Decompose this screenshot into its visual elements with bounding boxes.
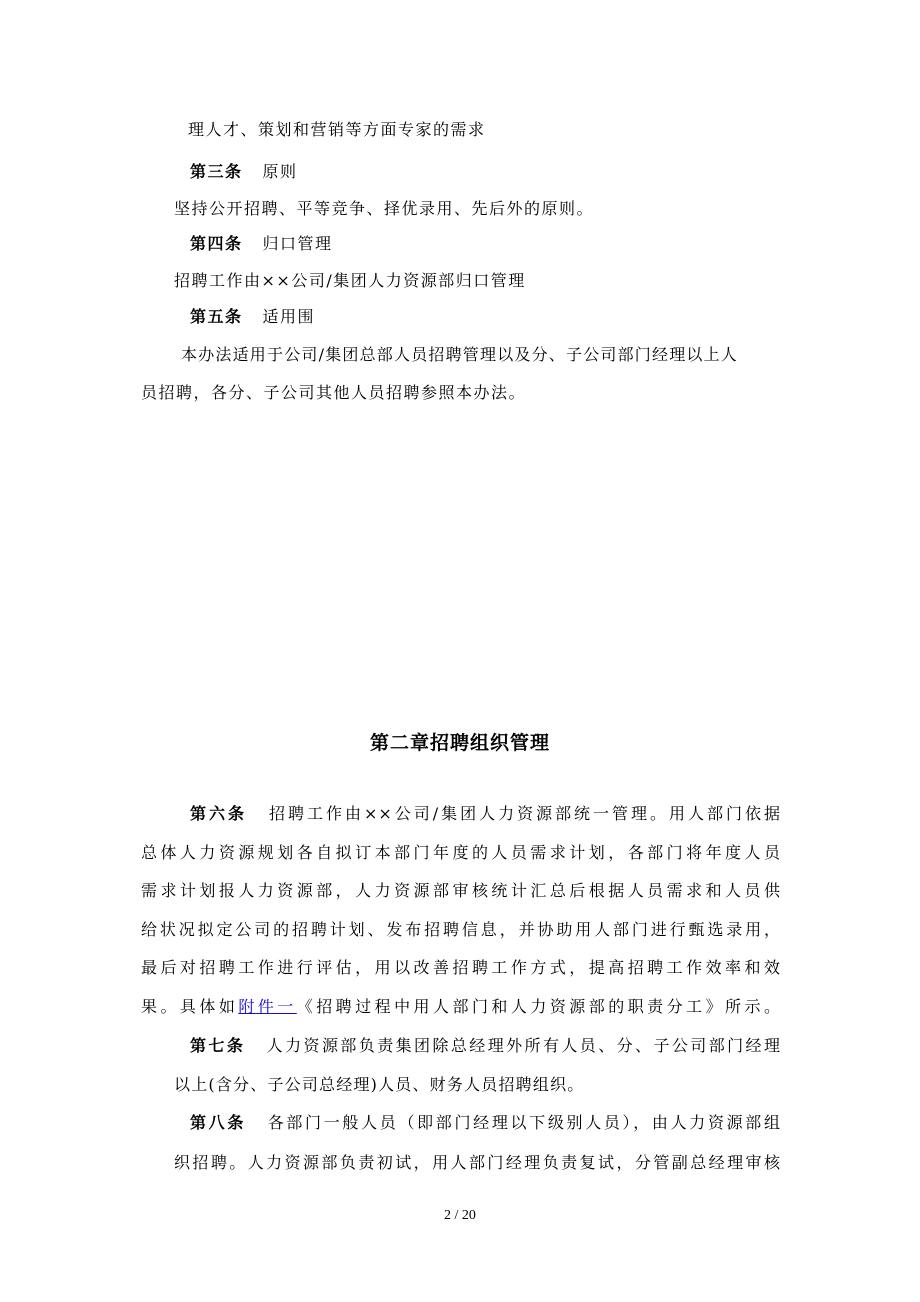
article-6-line bbox=[190, 804, 781, 824]
article-text: 果。具体如 bbox=[141, 997, 239, 1016]
article-label: 第八条 bbox=[190, 1113, 247, 1132]
article-label: 第五条 bbox=[190, 307, 243, 326]
article-5-heading bbox=[190, 307, 315, 327]
article-label: 第六条 bbox=[190, 804, 247, 823]
article-8-line: 织招聘。人力资源部负责初试，用人部门经理负责复试，分管副总经理审核 bbox=[174, 1153, 781, 1172]
article-title: 归口管理 bbox=[262, 234, 333, 253]
article-8-line bbox=[190, 1113, 781, 1133]
article-7-line: 以上(含分、子公司总经理)人员、财务人员招聘组织。 bbox=[174, 1075, 585, 1094]
article-title: 原则 bbox=[262, 162, 298, 181]
article-label: 第三条 bbox=[190, 162, 243, 181]
article-7-line bbox=[190, 1036, 781, 1056]
article-4-heading bbox=[190, 234, 333, 254]
article-text: 人力资源部负责集团除总经理外所有人员、分、子公司部门经理 bbox=[265, 1036, 781, 1055]
appendix-link[interactable]: 附件一 bbox=[238, 997, 297, 1016]
article-label: 第四条 bbox=[190, 234, 243, 253]
article-5-body-line: 员招聘，各分、子公司其他人员招聘参照本办法。 bbox=[141, 383, 527, 402]
article-3-body: 坚持公开招聘、平等竞争、择优录用、先后外的原则。 bbox=[174, 199, 595, 218]
article-6-line: 需求计划报人力资源部，人力资源部审核统计汇总后根据人员需求和人员供 bbox=[141, 881, 781, 900]
article-label: 第七条 bbox=[190, 1036, 246, 1055]
article-6-line bbox=[141, 997, 781, 1017]
page-number: 2 / 20 bbox=[444, 1208, 476, 1223]
paragraph-line: 理人才、策划和营销等方面专家的需求 bbox=[188, 120, 486, 139]
article-4-body: 招聘工作由××公司/集团人力资源部归口管理 bbox=[174, 271, 526, 290]
article-text: 《招聘过程中用人部门和人力资源部的职责分工》所示。 bbox=[296, 997, 781, 1016]
article-6-line: 总体人力资源规划各自拟订本部门年度的人员需求计划，各部门将年度人员 bbox=[141, 843, 781, 862]
article-text: 各部门一般人员（即部门经理以下级别人员），由人力资源部组 bbox=[266, 1113, 781, 1132]
article-5-body-line: 本办法适用于公司/集团总部人员招聘管理以及分、子公司部门经理以上人 bbox=[181, 345, 738, 364]
article-title: 适用围 bbox=[262, 307, 316, 326]
chapter-title: 第二章招聘组织管理 bbox=[369, 732, 550, 754]
article-text: 招聘工作由××公司/集团人力资源部统一管理。用人部门依据 bbox=[266, 804, 781, 823]
article-6-line: 给状况拟定公司的招聘计划、发布招聘信息，并协助用人部门进行甄选录用， bbox=[141, 920, 781, 939]
article-6-line: 最后对招聘工作进行评估，用以改善招聘工作方式，提高招聘工作效率和效 bbox=[141, 958, 781, 977]
article-3-heading bbox=[190, 162, 298, 182]
